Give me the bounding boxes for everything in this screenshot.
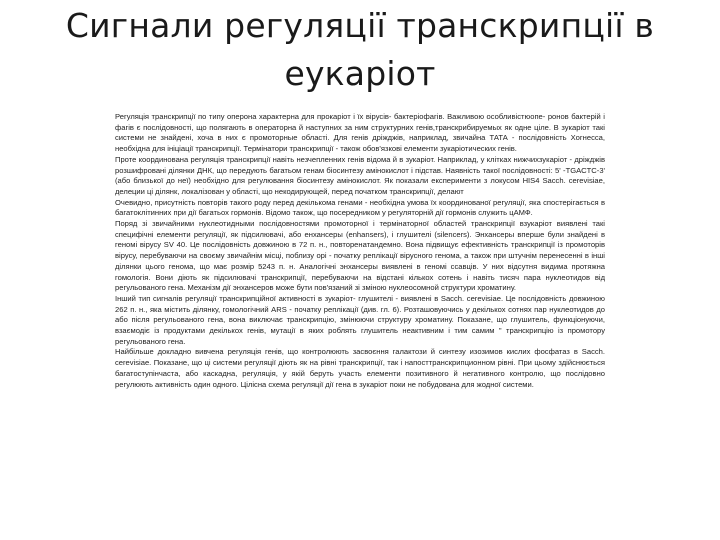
slide-body <box>115 112 605 390</box>
slide-title: Сигнали регуляції транскрипції в еукаріот <box>65 6 655 93</box>
paragraph-5: Інший тип сигналів регуляції транскрипційної активності в зукаріот- глушителі - виявлені в Sacch. cerevisiae. Це послідовність довжиною 262 п. н., яка містить ділянку, гомологічний ARS - початку реплікації (див. гл. 6). Розташовуючись у декількох сотнях пар нуклеотидов до або після регульованого гена, вона виключає транскрипцію, змінюючи структуру хроматину. Показане, що глушитель, функціонуючи, взаємодіє із продуктами декількох генів, мутації в яких роблять глушитель неактивним і тим самим " транскрипцію із промотору регульованого гена. <box>115 293 605 346</box>
paragraph-3: Очевидно, присутність повторів такого роду перед декількома генами - необхідна умова їх координованої регуляції, яка спостерігається в багатоклітинних при дії багатьох гормонів. Відомо також, що посередником у регуляторній дії гормонів служить цАМФ. <box>115 197 605 218</box>
paragraph-4: Поряд зі звичайними нуклеотидными послідовностями промоторної і термінаторної областей транскрипції взукаріот виявлені такі специфічні елементи регуляції, як підсилювачі, або енхансеры (enhansers), і глушителі (silencers). Энхансеры вперше були знайдені в геномі вірусу SV 40. Це послідовність довжиною в 72 п. н., повторенатандемно. Вона підвищує ефективність транскрипції із промоторів вірусу, перебуваючи на своєму звичайнім місці, поблизу орі - початку реплікації вірусного генома, а також при штучнім перенесенні в інші ділянки цього генома, що має розмір 5243 п. н. Аналогічні энхансеры виявлені в геномі ссавців. У них відсутня видима протяжна гомологія. Вони діють як підсилювачі транскрипції, перебуваючи на відстані кількох сотень і навіть тисяч пара нуклеотидов від регульованого гена. Механізм дії энхансеров може бути пов'язаний зі зміною нуклеосомной структури хроматину. <box>115 219 605 293</box>
paragraph-1: Регуляція транскрипції по типу оперона характерна для прокаріот і їх вірусів- бактеріофагів. Важливою особливістюопе- ронов бактерій і фагів є послідовності, що полягають в операторна й наступних за ним структурних генів,транскрибируемых як одне ціле. В зукаріот такі системи не знайдені, хоча в них є промоторные області. Для генів дріжджів, наприклад, звичайна ТАТА - послідовність Хогнесса, необхідна для ініціації транскрипції. Термінатори транскрипції - також обов'язкові елементи зукаріотических генів. <box>115 112 605 154</box>
paragraph-2: Проте координована регуляція транскрипції навіть незчепленних генів відома й в зукаріот. Наприклад, у клітках нижчихзукаріот - дріжджів розшифровані ділянки ДНК, що передують багатьом генам біосинтезу амінокислот і підстав. Наявність такої послідовності: 5' -TGACTC-3' (або близької до неї) необхідно для регулювання біосинтезу амінокислот. Як показали експерименти з локусом HIS4 Sacch. cerevisiae, делеции ці ділянк, локалізован у області, що некодирующей, перед початком транскрипції, делают <box>115 154 605 196</box>
paragraph-6: Найбільше докладно вивчена регуляція генів, що контролюють засвоєння галактози й синтезу изозимов кислих фосфатаз в Sacch. cerevisiae. Показане, що ці системи регуляції діють як на рівні транскрипції, так і напосттранскрипционном рівні. При цьому здійснюється багатоступінчаста, або каскадна, регуляція, у якій беруть участь елементи позитивного й негативного контролю, що послідовно регулюють активність один одного. Цілісна схема регуляції дії гена в зукаріот поки не побудована для жодної системи. <box>115 347 605 389</box>
